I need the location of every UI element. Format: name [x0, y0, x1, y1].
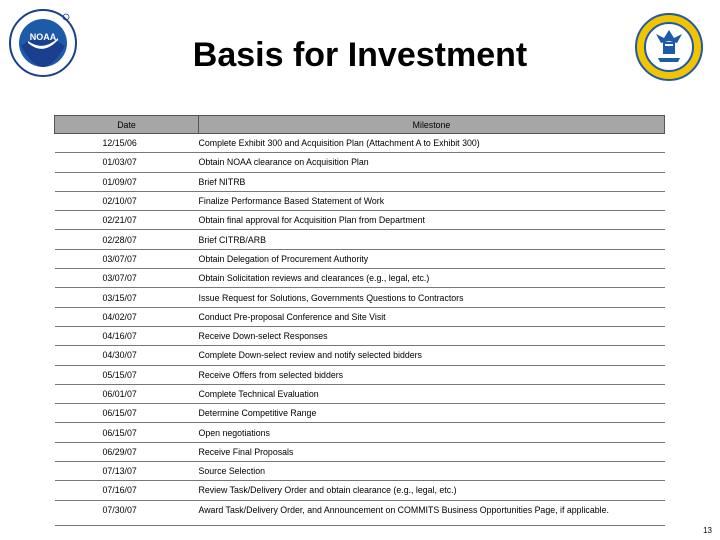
row-date: 06/15/07 — [55, 423, 199, 442]
row-date: 02/28/07 — [55, 230, 199, 249]
row-milestone: Source Selection — [199, 462, 665, 481]
row-date: 03/15/07 — [55, 288, 199, 307]
table-row — [55, 346, 665, 365]
row-date: 04/02/07 — [55, 307, 199, 326]
row-milestone: Issue Request for Solutions, Governments Questions to Contractors — [199, 288, 665, 307]
table-row — [55, 326, 665, 345]
row-date: 03/07/07 — [55, 269, 199, 288]
row-milestone: Open negotiations — [199, 423, 665, 442]
row-milestone: Award Task/Delivery Order, and Announcement on COMMITS Business Opportunities Page, if applicable. — [199, 500, 665, 525]
row-date: 07/16/07 — [55, 481, 199, 500]
table-row — [55, 153, 665, 172]
table-row — [55, 288, 665, 307]
row-milestone: Obtain NOAA clearance on Acquisition Plan — [199, 153, 665, 172]
table-row — [55, 423, 665, 442]
row-date: 02/10/07 — [55, 191, 199, 210]
row-milestone: Brief NITRB — [199, 172, 665, 191]
row-milestone: Obtain final approval for Acquisition Plan from Department — [199, 211, 665, 230]
row-milestone: Review Task/Delivery Order and obtain clearance (e.g., legal, etc.) — [199, 481, 665, 500]
row-date: 01/03/07 — [55, 153, 199, 172]
table-row — [55, 191, 665, 210]
table-row — [55, 134, 665, 153]
row-date: 07/30/07 — [55, 500, 199, 525]
table-row — [55, 442, 665, 461]
row-date: 05/15/07 — [55, 365, 199, 384]
table-header-row — [55, 116, 665, 134]
row-date: 07/13/07 — [55, 462, 199, 481]
row-milestone: Conduct Pre-proposal Conference and Site Visit — [199, 307, 665, 326]
row-milestone: Obtain Solicitation reviews and clearances (e.g., legal, etc.) — [199, 269, 665, 288]
table-row — [55, 384, 665, 403]
noaa-logo-label: NOAA — [29, 32, 57, 42]
table-row — [55, 249, 665, 268]
row-milestone: Receive Offers from selected bidders — [199, 365, 665, 384]
table-row — [55, 365, 665, 384]
row-date: 06/15/07 — [55, 404, 199, 423]
row-milestone: Finalize Performance Based Statement of Work — [199, 191, 665, 210]
table-row — [55, 462, 665, 481]
row-milestone: Receive Down-select Responses — [199, 326, 665, 345]
table-row — [55, 230, 665, 249]
column-header-date: Date — [55, 116, 199, 134]
table-row — [55, 307, 665, 326]
table-row — [55, 211, 665, 230]
row-date: 04/16/07 — [55, 326, 199, 345]
page-number: 13 — [703, 526, 712, 535]
row-date: 06/01/07 — [55, 384, 199, 403]
table-row — [55, 481, 665, 500]
table-row — [55, 269, 665, 288]
row-date: 04/30/07 — [55, 346, 199, 365]
table-row — [55, 404, 665, 423]
row-date: 06/29/07 — [55, 442, 199, 461]
row-milestone: Brief CITRB/ARB — [199, 230, 665, 249]
row-date: 02/21/07 — [55, 211, 199, 230]
page-title: Basis for Investment — [192, 36, 528, 74]
row-milestone: Complete Technical Evaluation — [199, 384, 665, 403]
table-row — [55, 172, 665, 191]
row-milestone: Determine Competitive Range — [199, 404, 665, 423]
milestone-table — [54, 115, 665, 526]
row-date: 01/09/07 — [55, 172, 199, 191]
row-milestone: Complete Exhibit 300 and Acquisition Plan (Attachment A to Exhibit 300) — [199, 134, 665, 153]
row-milestone: Receive Final Proposals — [199, 442, 665, 461]
table-row — [55, 500, 665, 525]
row-date: 12/15/06 — [55, 134, 199, 153]
row-milestone: Obtain Delegation of Procurement Authority — [199, 249, 665, 268]
row-date: 03/07/07 — [55, 249, 199, 268]
column-header-milestone: Milestone — [199, 116, 665, 134]
row-milestone: Complete Down-select review and notify selected bidders — [199, 346, 665, 365]
